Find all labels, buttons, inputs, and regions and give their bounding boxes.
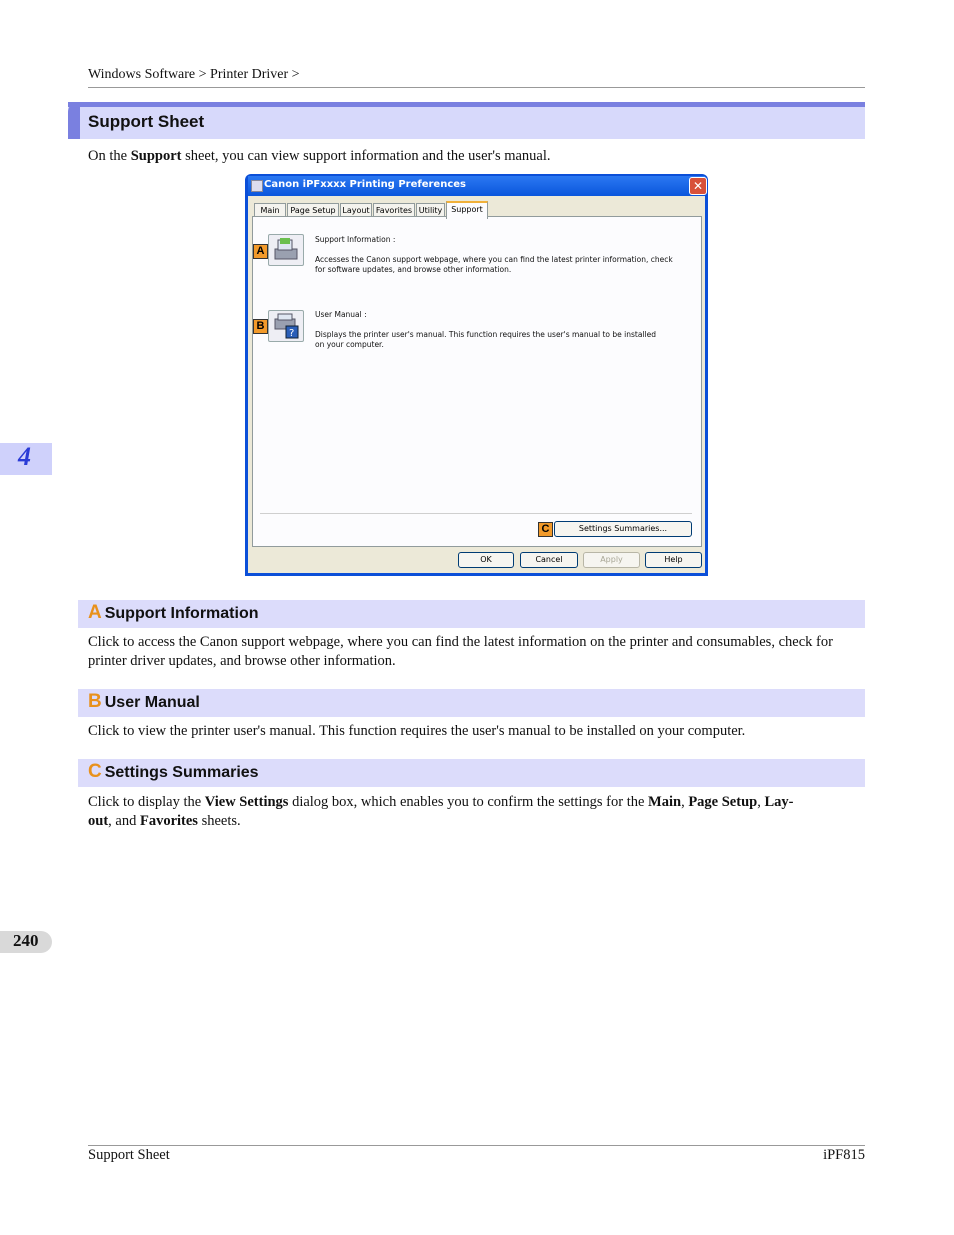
- subsection-b-letter: B: [88, 691, 102, 712]
- callout-c: C: [538, 522, 553, 537]
- svg-text:?: ?: [289, 328, 295, 339]
- section-bar-accent: [68, 102, 80, 139]
- apply-button[interactable]: Apply: [583, 552, 640, 568]
- tab-utility[interactable]: Utility: [416, 203, 445, 217]
- intro-paragraph: [88, 147, 551, 166]
- c-text-6: sheets.: [197, 813, 241, 829]
- chapter-number: 4: [18, 442, 31, 471]
- c-text-4: ,: [757, 794, 765, 810]
- tab-page-setup[interactable]: Page Setup: [287, 203, 339, 217]
- subsection-c-title: Settings Summaries: [104, 764, 259, 781]
- tab-layout[interactable]: Layout: [340, 203, 372, 217]
- support-information-label: Support Information :: [315, 235, 396, 244]
- user-manual-icon: [269, 311, 303, 341]
- breadcrumb: Windows Software > Printer Driver >: [88, 67, 300, 82]
- c-bold-page-setup: Page Setup: [688, 794, 758, 810]
- subsection-c-text: [88, 793, 858, 831]
- intro-text-1: On the: [88, 148, 131, 164]
- c-bold-main: Main: [648, 794, 682, 810]
- user-manual-label: User Manual :: [315, 310, 367, 319]
- subsection-b-heading: [88, 691, 200, 713]
- c-text-3: ,: [681, 794, 689, 810]
- intro-text-2: sheet, you can view support information and the user's manual.: [181, 148, 551, 164]
- close-icon[interactable]: ✕: [689, 177, 707, 195]
- c-text-2: dialog box, which enables you to confirm the settings for the: [288, 794, 649, 810]
- footer-left: Support Sheet: [88, 1147, 170, 1163]
- subsection-b-text: Click to view the printer user's manual. This function requires the user's manual to be installed on your computer.: [88, 723, 746, 739]
- callout-b: B: [253, 319, 268, 334]
- subsection-a-title: Support Information: [104, 605, 259, 622]
- subsection-a-text: Click to access the Canon support webpage, where you can find the latest information on the printer and consumables, check for printer driver updates, and browse other information.: [88, 634, 833, 669]
- footer-right: iPF815: [823, 1147, 865, 1163]
- tab-main[interactable]: Main: [254, 203, 286, 217]
- section-title: Support Sheet: [88, 112, 205, 131]
- help-button[interactable]: Help: [645, 552, 702, 568]
- c-text-1: Click to display the: [88, 794, 205, 810]
- subsection-b-title: User Manual: [104, 694, 200, 711]
- cancel-button[interactable]: Cancel: [520, 552, 578, 568]
- footer-rule: [88, 1145, 865, 1146]
- tab-favorites[interactable]: Favorites: [373, 203, 415, 217]
- panel-separator: [260, 513, 692, 514]
- tab-support[interactable]: Support: [446, 201, 488, 219]
- header-rule: [88, 87, 865, 88]
- settings-summaries-button[interactable]: Settings Summaries...: [554, 521, 692, 537]
- c-text-5: , and: [108, 813, 140, 829]
- printer-icon: [251, 180, 263, 192]
- subsection-a-heading: [88, 602, 259, 624]
- c-bold-view-settings: View Settings: [204, 794, 289, 810]
- subsection-a-letter: A: [88, 602, 102, 623]
- c-bold-layout-1: Lay-: [764, 794, 794, 810]
- intro-bold-support: Support: [130, 148, 182, 164]
- page-number: 240: [13, 931, 39, 950]
- support-information-desc: Accesses the Canon support webpage, where you can find the latest printer information, check for software updates, and browse other information.: [315, 255, 673, 274]
- user-manual-desc: Displays the printer user's manual. This function requires the user's manual to be installed on your computer.: [315, 330, 656, 349]
- subsection-c-heading: [88, 761, 259, 783]
- c-bold-layout-2: out: [88, 813, 109, 829]
- user-manual-button[interactable]: [268, 310, 304, 342]
- callout-a: A: [253, 244, 268, 259]
- dialog-title: Canon iPFxxxx Printing Preferences: [264, 179, 466, 190]
- ok-button[interactable]: OK: [458, 552, 514, 568]
- support-information-button[interactable]: [268, 234, 304, 266]
- subsection-c-letter: C: [88, 761, 102, 782]
- support-printer-icon: [269, 235, 303, 265]
- c-bold-favorites: Favorites: [139, 813, 198, 829]
